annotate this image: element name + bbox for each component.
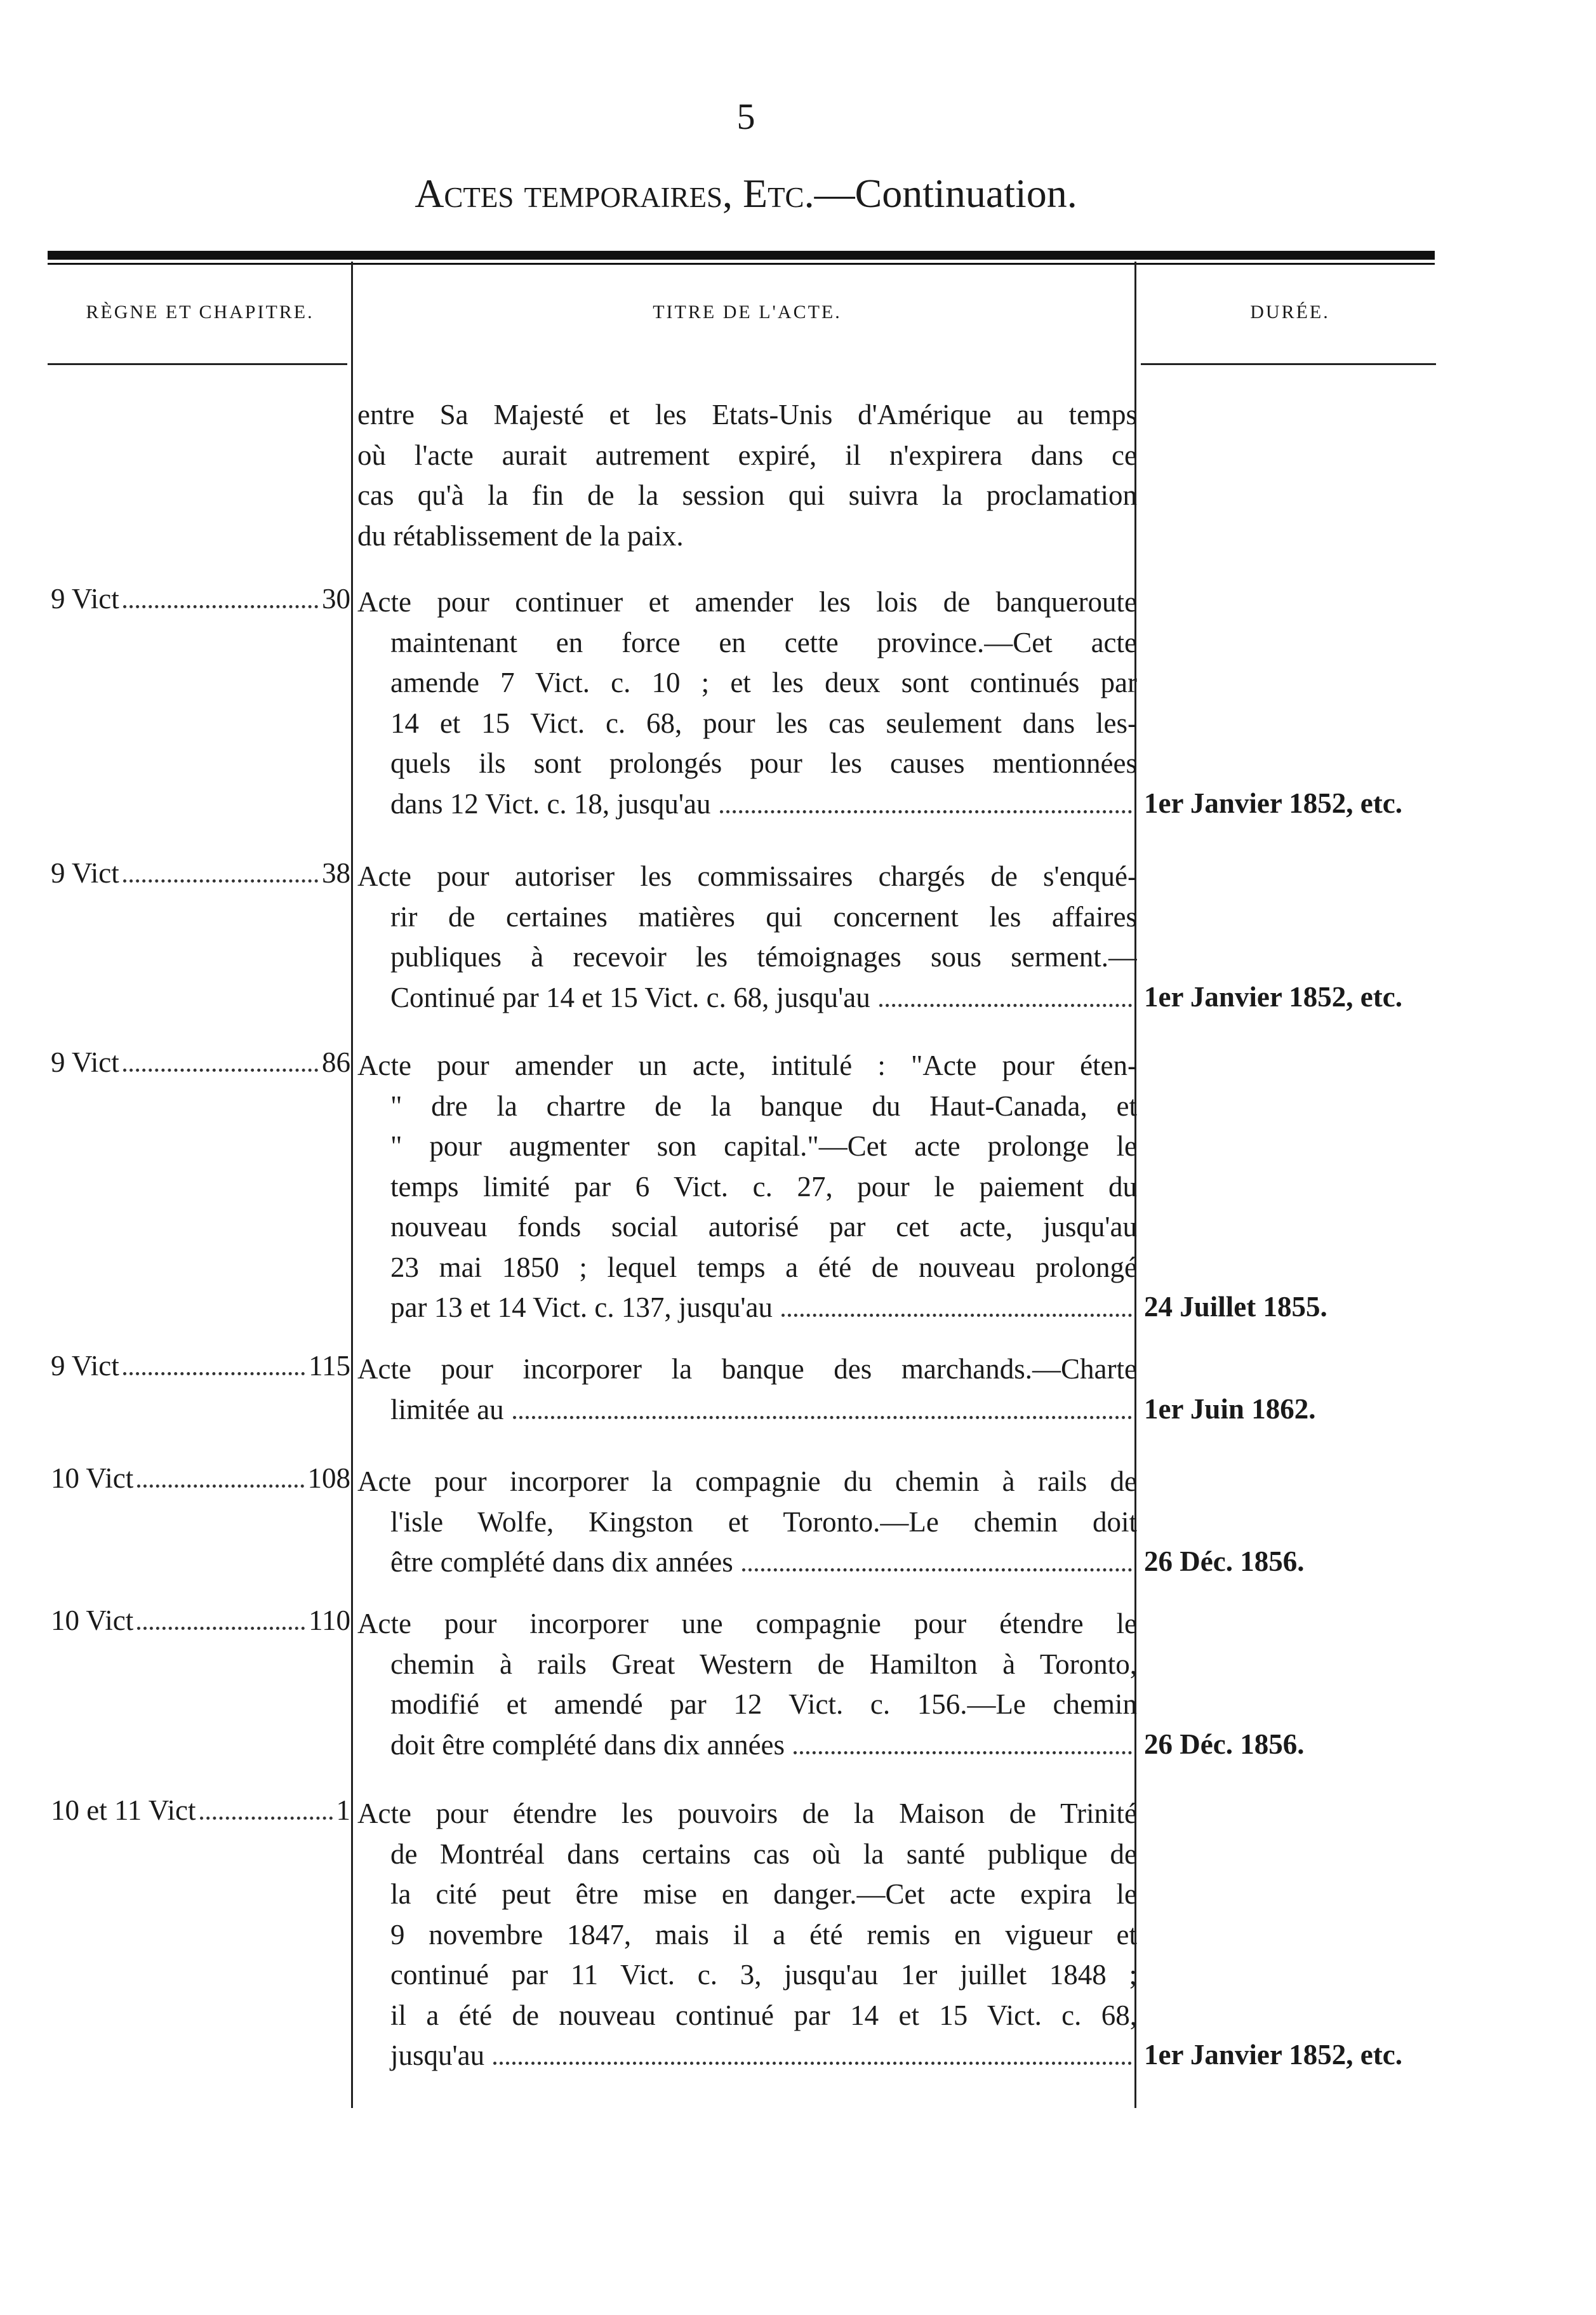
title-line: temps limité par 6 Vict. c. 27, pour le paiement du (390, 1170, 1137, 1203)
reign-label: 10 Vict (51, 1462, 134, 1494)
duration-value: 26 Déc. 1856. (1144, 1728, 1305, 1760)
title-line: Acte pour continuer et amender les lois de banqueroute (357, 586, 1137, 618)
title-line: où l'acte aurait autrement expiré, il n'expirera dans ce (357, 439, 1137, 471)
title-line-text: doit être complété dans dix années (390, 1728, 785, 1761)
title-line (357, 1542, 1137, 1583)
duration-value: 1er Janvier 1852, etc. (1144, 980, 1402, 1013)
dot-leader (781, 1314, 1132, 1317)
title-line (357, 1288, 1137, 1328)
act-title (357, 1349, 1137, 1430)
chapter-number: 1 (336, 1794, 350, 1826)
title-line: chemin à rails Great Western de Hamilton à Toronto, (390, 1648, 1137, 1680)
act-title (357, 1604, 1137, 1765)
act-title (357, 582, 1137, 824)
column-header-title: TITRE DE L'ACTE. (653, 302, 842, 323)
top-rule (48, 251, 1435, 260)
continuation-text (357, 395, 1137, 556)
chapter-number: 108 (307, 1462, 350, 1494)
chapter-number: 110 (309, 1604, 350, 1636)
reign-chapter (51, 1462, 350, 1495)
dot-leader (794, 1751, 1132, 1754)
reign-chapter (51, 1349, 350, 1382)
title-line: Acte pour incorporer une compagnie pour étendre le (357, 1608, 1137, 1639)
duration-value: 1er Juin 1862. (1144, 1392, 1316, 1425)
dot-leader (879, 1004, 1132, 1007)
title-line: continué par 11 Vict. c. 3, jusqu'au 1er juillet 1848 ; (390, 1959, 1137, 1991)
chapter-number: 38 (322, 857, 350, 889)
title-line-text: jusqu'au (390, 2039, 485, 2071)
title-line: quels ils sont prolongés pour les causes mentionnées (390, 747, 1137, 779)
chapter-number: 30 (322, 583, 350, 615)
title-line: de Montréal dans certains cas où la santé publique de (390, 1838, 1137, 1870)
column-divider-left (351, 262, 353, 2108)
reign-label: 9 Vict (51, 1046, 119, 1078)
reign-chapter (51, 1604, 350, 1637)
page-title: Actes temporaires, Etc.—Continuation. (415, 171, 1077, 216)
duration-value: 26 Déc. 1856. (1144, 1545, 1305, 1577)
title-line: publiques à recevoir les témoignages sous serment.— (390, 941, 1137, 973)
title-line-text: Continué par 14 et 15 Vict. c. 68, jusqu'au (390, 981, 870, 1013)
page-number: 5 (736, 96, 755, 137)
act-title (357, 1462, 1137, 1583)
header-rule-reign (48, 363, 347, 365)
act-title (357, 857, 1137, 1018)
dot-leader (200, 1817, 333, 1820)
title-line: amende 7 Vict. c. 10 ; et les deux sont continués par (390, 667, 1137, 698)
title-line: nouveau fonds social autorisé par cet acte, jusqu'au (390, 1211, 1137, 1243)
title-line-text: limitée au (390, 1393, 504, 1425)
act-title (357, 1794, 1137, 2076)
title-line: Acte pour étendre les pouvoirs de la Maison de Trinité (357, 1798, 1137, 1829)
reign-label: 10 et 11 Vict (51, 1794, 196, 1826)
dot-leader (123, 1372, 305, 1375)
title-line (357, 1390, 1137, 1431)
title-line: 14 et 15 Vict. c. 68, pour les cas seulement dans les- (390, 707, 1137, 739)
title-line: rir de certaines matières qui concernent les affaires (390, 900, 1137, 933)
reign-chapter (51, 857, 350, 890)
column-header-duration: DURÉE. (1250, 302, 1330, 323)
reign-chapter (51, 1794, 350, 1827)
title-line-text: par 13 et 14 Vict. c. 137, jusqu'au (390, 1291, 773, 1323)
title-line: il a été de nouveau continué par 14 et 15 Vict. c. 68, (390, 1999, 1137, 2031)
title-line (357, 2036, 1137, 2076)
duration-value: 1er Janvier 1852, etc. (1144, 787, 1402, 819)
title-line: 9 novembre 1847, mais il a été remis en vigueur et (390, 1918, 1137, 1951)
title-line: Acte pour amender un acte, intitulé : "Acte pour éten- (357, 1050, 1137, 1081)
reign-label: 9 Vict (51, 1350, 119, 1382)
title-line: cas qu'à la fin de la session qui suivra la proclamation (357, 479, 1137, 511)
chapter-number: 115 (309, 1350, 350, 1382)
column-header-reign: RÈGNE ET CHAPITRE. (86, 302, 314, 323)
title-line (357, 784, 1137, 825)
duration-value: 1er Janvier 1852, etc. (1144, 2039, 1402, 2071)
act-title (357, 1046, 1137, 1328)
title-line (357, 1725, 1137, 1766)
title-line-text: être complété dans dix années (390, 1546, 733, 1578)
duration-value: 24 Juillet 1855. (1144, 1291, 1327, 1323)
title-line: la cité peut être mise en danger.—Cet acte expira le (390, 1878, 1137, 1910)
title-line: Acte pour autoriser les commissaires chargés de s'enqué- (357, 860, 1137, 892)
title-line: du rétablissement de la paix. (357, 519, 684, 552)
top-rule-thin (48, 263, 1435, 265)
title-line: modifié et amendé par 12 Vict. c. 156.—Le chemin (390, 1688, 1137, 1720)
reign-chapter (51, 1046, 350, 1079)
title-line (357, 978, 1137, 1018)
reign-label: 9 Vict (51, 583, 119, 615)
title-line: l'isle Wolfe, Kingston et Toronto.—Le chemin doit (390, 1505, 1137, 1538)
title-line-text: dans 12 Vict. c. 18, jusqu'au (390, 787, 711, 820)
title-line: 23 mai 1850 ; lequel temps a été de nouveau prolongé (390, 1251, 1137, 1283)
dot-leader (742, 1568, 1132, 1571)
title-line: " dre la chartre de la banque du Haut-Canada, et (390, 1090, 1137, 1122)
dot-leader (123, 879, 318, 883)
reign-chapter (51, 582, 350, 615)
dot-leader (720, 810, 1132, 813)
dot-leader (513, 1416, 1132, 1419)
dot-leader (123, 605, 318, 608)
dot-leader (137, 1627, 305, 1630)
header-rule-duration (1141, 363, 1436, 365)
reign-label: 10 Vict (51, 1604, 134, 1636)
dot-leader (123, 1069, 318, 1072)
title-line: Acte pour incorporer la banque des marchands.—Charte (357, 1353, 1137, 1385)
dot-leader (493, 2062, 1132, 2065)
reign-label: 9 Vict (51, 857, 119, 889)
title-line: " pour augmenter son capital."—Cet acte prolonge le (390, 1130, 1137, 1162)
dot-leader (137, 1484, 303, 1488)
title-line: Acte pour incorporer la compagnie du chemin à rails de (357, 1465, 1137, 1497)
title-line: entre Sa Majesté et les Etats-Unis d'Amérique au temps (357, 399, 1137, 430)
title-line: maintenant en force en cette province.—Cet acte (390, 626, 1137, 658)
chapter-number: 86 (322, 1046, 350, 1078)
